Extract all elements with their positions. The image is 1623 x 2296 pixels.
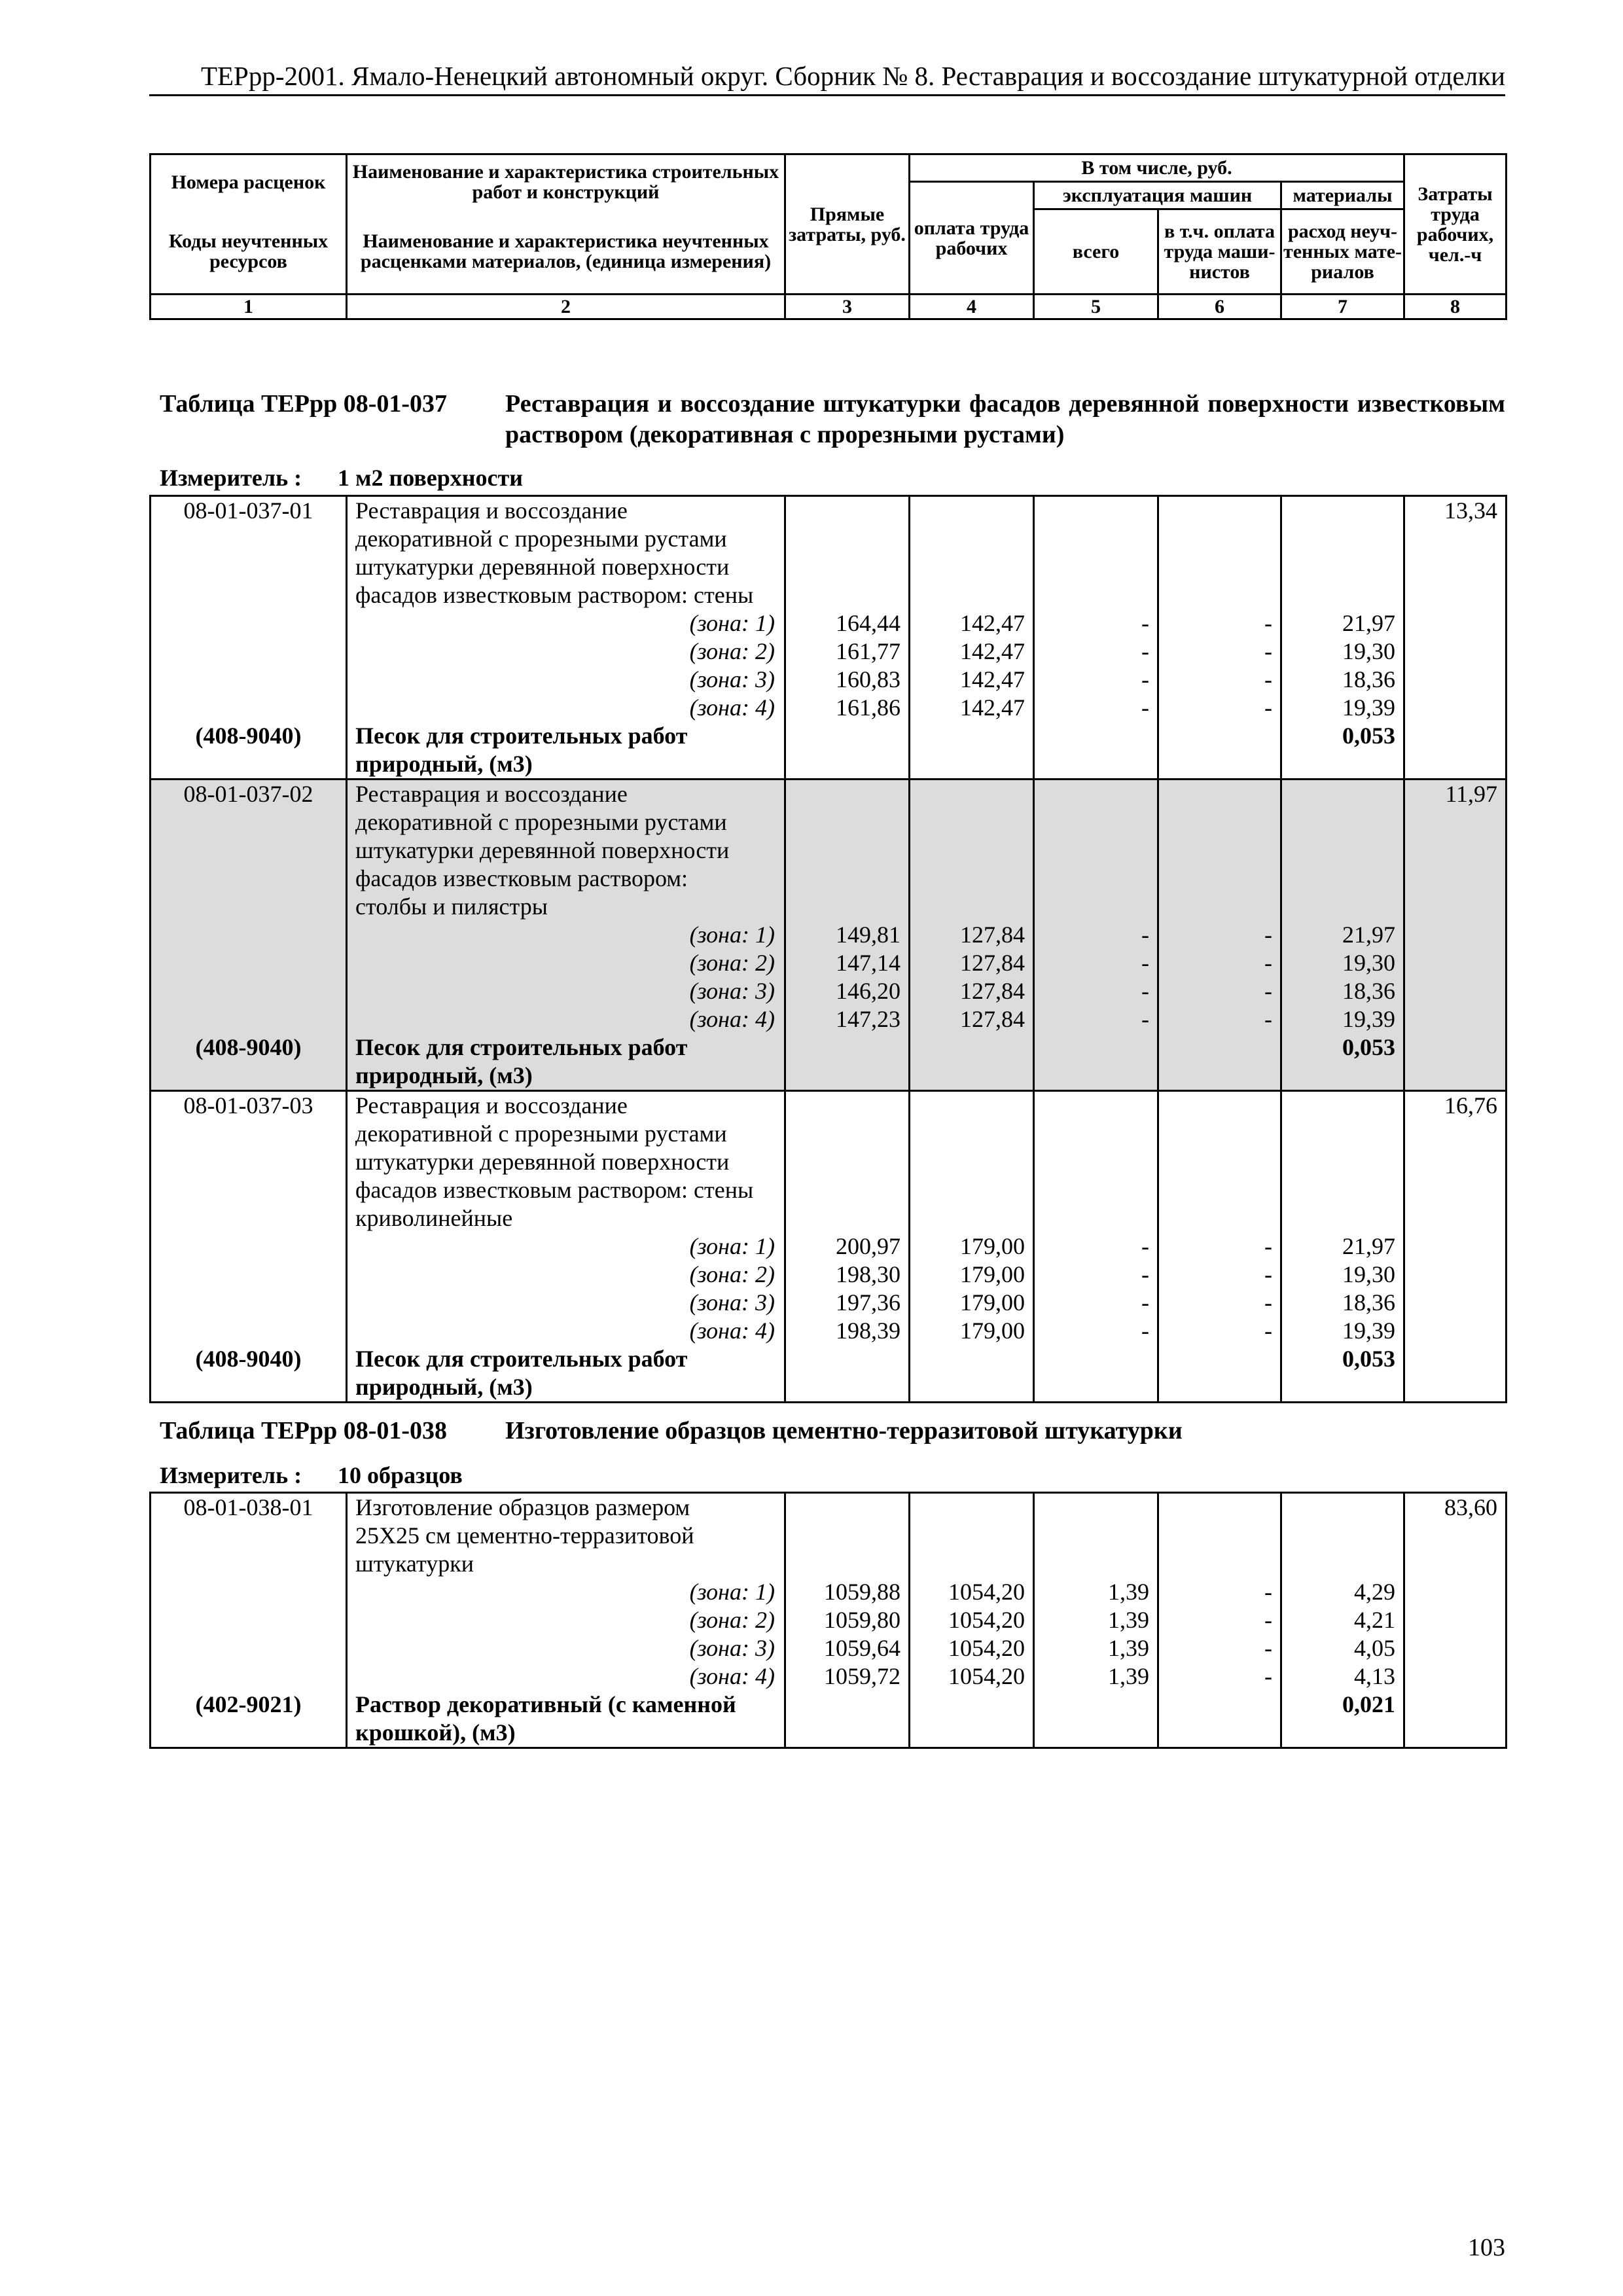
empty-cell <box>1404 666 1507 694</box>
header-including: В том числе, руб. <box>910 154 1404 182</box>
zone-label: (зона: 4) <box>347 1317 785 1345</box>
empty-cell <box>910 1691 1034 1748</box>
materials-cost: 21,97 <box>1281 609 1404 637</box>
machine-total: - <box>1034 977 1158 1005</box>
machinist-pay: - <box>1158 637 1281 666</box>
empty-cell <box>151 1261 347 1289</box>
zone-label: (зона: 3) <box>347 666 785 694</box>
direct-costs: 160,83 <box>785 666 910 694</box>
header-materials: материалы <box>1281 182 1404 209</box>
rate-code: 08-01-037-02 <box>151 780 347 922</box>
empty-cell <box>785 1691 910 1748</box>
rate-row <box>151 496 1507 610</box>
zone-label: (зона: 3) <box>347 977 785 1005</box>
machine-total: - <box>1034 694 1158 722</box>
rate-code: 08-01-037-03 <box>151 1091 347 1233</box>
empty-cell <box>151 977 347 1005</box>
empty-cell <box>910 1033 1034 1091</box>
resource-row <box>151 1691 1507 1748</box>
resource-use: 0,053 <box>1281 1345 1404 1403</box>
empty-cell <box>1034 1493 1158 1579</box>
empty-cell <box>1404 1345 1507 1403</box>
description-line: фасадов известковым раствором: стены <box>355 1177 754 1203</box>
description-line: столбы и пилястры <box>355 893 548 920</box>
machinist-pay: - <box>1158 1606 1281 1634</box>
materials-cost: 18,36 <box>1281 977 1404 1005</box>
resource-name-line: Песок для строительных работ <box>355 1346 688 1372</box>
labor-pay: 142,47 <box>910 666 1034 694</box>
zone-row <box>151 977 1507 1005</box>
direct-costs: 147,23 <box>785 1005 910 1033</box>
empty-cell <box>1404 609 1507 637</box>
labor-pay: 142,47 <box>910 637 1034 666</box>
labor-hours: 16,76 <box>1404 1091 1507 1233</box>
description-line: декоративной с прорезными рустами <box>355 526 727 552</box>
empty-cell <box>785 722 910 780</box>
empty-cell <box>1404 1232 1507 1261</box>
table-037-meter-value: 1 м2 поверхности <box>338 465 523 491</box>
direct-costs: 200,97 <box>785 1232 910 1261</box>
materials-cost: 21,97 <box>1281 1232 1404 1261</box>
resource-name-line: Песок для строительных работ <box>355 1034 688 1060</box>
machinist-pay: - <box>1158 1578 1281 1606</box>
zone-row <box>151 921 1507 949</box>
empty-cell <box>1281 1091 1404 1233</box>
description-line: фасадов известковым раствором: стены <box>355 582 754 608</box>
empty-cell <box>785 1345 910 1403</box>
col-number-5: 5 <box>1034 295 1158 319</box>
description-line: криволинейные <box>355 1205 513 1231</box>
empty-cell <box>1158 1033 1281 1091</box>
empty-cell <box>151 637 347 666</box>
direct-costs: 1059,88 <box>785 1578 910 1606</box>
direct-costs: 198,30 <box>785 1261 910 1289</box>
labor-pay: 142,47 <box>910 609 1034 637</box>
materials-cost: 19,30 <box>1281 1261 1404 1289</box>
header-resource-codes: Коды неучтенных ресурсов <box>151 209 347 295</box>
labor-pay: 179,00 <box>910 1232 1034 1261</box>
machine-total: - <box>1034 949 1158 977</box>
resource-name <box>347 722 785 780</box>
resource-name-line: природный, (м3) <box>355 1374 533 1400</box>
zone-row <box>151 1289 1507 1317</box>
rate-code: 08-01-038-01 <box>151 1493 347 1579</box>
materials-cost: 21,97 <box>1281 921 1404 949</box>
zone-label: (зона: 3) <box>347 1634 785 1662</box>
zone-label: (зона: 3) <box>347 1289 785 1317</box>
resource-name-line: Раствор декоративный (с каменной <box>355 1691 736 1717</box>
zone-row <box>151 609 1507 637</box>
machine-total: - <box>1034 666 1158 694</box>
materials-cost: 4,05 <box>1281 1634 1404 1662</box>
empty-cell <box>1404 1578 1507 1606</box>
empty-cell <box>151 1578 347 1606</box>
empty-cell <box>785 496 910 610</box>
direct-costs: 1059,72 <box>785 1662 910 1691</box>
description-line: Изготовление образцов размером <box>355 1494 690 1520</box>
labor-pay: 179,00 <box>910 1261 1034 1289</box>
direct-costs: 161,77 <box>785 637 910 666</box>
materials-cost: 19,39 <box>1281 694 1404 722</box>
zone-label: (зона: 2) <box>347 1261 785 1289</box>
materials-cost: 4,29 <box>1281 1578 1404 1606</box>
rate-row <box>151 1091 1507 1233</box>
empty-cell <box>910 1345 1034 1403</box>
zone-label: (зона: 2) <box>347 637 785 666</box>
labor-pay: 1054,20 <box>910 1634 1034 1662</box>
empty-cell <box>1281 496 1404 610</box>
machinist-pay: - <box>1158 1662 1281 1691</box>
header-machinist-pay: в т.ч. оплата труда маши-нистов <box>1158 209 1281 295</box>
table-038-title: Изготовление образцов цементно-терразитовой штукатурки <box>505 1417 1183 1444</box>
empty-cell <box>785 1091 910 1233</box>
labor-hours: 83,60 <box>1404 1493 1507 1579</box>
zone-row <box>151 1662 1507 1691</box>
description-line: Реставрация и воссоздание <box>355 1092 628 1119</box>
machine-total: - <box>1034 1261 1158 1289</box>
empty-cell <box>1034 1691 1158 1748</box>
labor-pay: 179,00 <box>910 1289 1034 1317</box>
header-direct-costs: Прямые затраты, руб. <box>785 154 910 295</box>
empty-cell <box>1034 1033 1158 1091</box>
description-line: Реставрация и воссоздание <box>355 497 628 524</box>
direct-costs: 146,20 <box>785 977 910 1005</box>
empty-cell <box>151 949 347 977</box>
direct-costs: 1059,64 <box>785 1634 910 1662</box>
empty-cell <box>1404 1005 1507 1033</box>
description-line: штукатурки <box>355 1551 474 1577</box>
col-number-4: 4 <box>910 295 1034 319</box>
table-038-caption <box>160 1416 1505 1446</box>
header-rate-numbers: Номера расценок <box>151 154 347 209</box>
direct-costs: 164,44 <box>785 609 910 637</box>
empty-cell <box>1158 1091 1281 1233</box>
machine-total: - <box>1034 921 1158 949</box>
zone-row <box>151 949 1507 977</box>
header-labor-costs: Затраты труда рабочих, чел.-ч <box>1404 154 1507 295</box>
machinist-pay: - <box>1158 1232 1281 1261</box>
resource-row <box>151 722 1507 780</box>
rate-description <box>347 496 785 610</box>
direct-costs: 198,39 <box>785 1317 910 1345</box>
empty-cell <box>1404 1261 1507 1289</box>
empty-cell <box>1158 1345 1281 1403</box>
col-number-8: 8 <box>1404 295 1507 319</box>
labor-pay: 127,84 <box>910 949 1034 977</box>
machine-total: - <box>1034 609 1158 637</box>
empty-cell <box>151 1317 347 1345</box>
empty-cell <box>1281 780 1404 922</box>
zone-row <box>151 1317 1507 1345</box>
resource-code: (402-9021) <box>151 1691 347 1748</box>
machinist-pay: - <box>1158 666 1281 694</box>
empty-cell <box>1158 1493 1281 1579</box>
zone-label: (зона: 2) <box>347 949 785 977</box>
machinist-pay: - <box>1158 1634 1281 1662</box>
machine-total: - <box>1034 637 1158 666</box>
machine-total: - <box>1034 1005 1158 1033</box>
machinist-pay: - <box>1158 1005 1281 1033</box>
empty-cell <box>151 666 347 694</box>
resource-name-line: крошкой), (м3) <box>355 1719 516 1746</box>
empty-cell <box>151 921 347 949</box>
zone-row <box>151 666 1507 694</box>
empty-cell <box>1404 637 1507 666</box>
empty-cell <box>151 694 347 722</box>
empty-cell <box>1404 1606 1507 1634</box>
labor-pay: 1054,20 <box>910 1606 1034 1634</box>
rate-code: 08-01-037-01 <box>151 496 347 610</box>
table-038 <box>149 1492 1507 1749</box>
empty-cell <box>1404 1317 1507 1345</box>
empty-cell <box>151 1232 347 1261</box>
empty-cell <box>1158 780 1281 922</box>
empty-cell <box>1404 921 1507 949</box>
empty-cell <box>785 1493 910 1579</box>
page-number: 103 <box>1468 2234 1505 2261</box>
rate-description <box>347 1091 785 1233</box>
zone-label: (зона: 1) <box>347 1232 785 1261</box>
description-line: фасадов известковым раствором: <box>355 865 688 891</box>
direct-costs: 197,36 <box>785 1289 910 1317</box>
table-038-meter-value: 10 образцов <box>338 1462 463 1488</box>
header-materials-name: Наименование и характеристика неучтенных расценками материалов, (единица измерения) <box>347 209 785 295</box>
empty-cell <box>1158 1691 1281 1748</box>
machinist-pay: - <box>1158 1289 1281 1317</box>
empty-cell <box>151 1005 347 1033</box>
zone-row <box>151 1261 1507 1289</box>
empty-cell <box>785 780 910 922</box>
labor-pay: 1054,20 <box>910 1662 1034 1691</box>
empty-cell <box>1158 722 1281 780</box>
machinist-pay: - <box>1158 1317 1281 1345</box>
labor-pay: 142,47 <box>910 694 1034 722</box>
labor-pay: 1054,20 <box>910 1578 1034 1606</box>
labor-pay: 127,84 <box>910 921 1034 949</box>
table-038-meter <box>160 1461 463 1490</box>
description-line: Реставрация и воссоздание <box>355 781 628 807</box>
machine-total: - <box>1034 1289 1158 1317</box>
resource-code: (408-9040) <box>151 1033 347 1091</box>
labor-hours: 11,97 <box>1404 780 1507 922</box>
zone-label: (зона: 1) <box>347 1578 785 1606</box>
table-037 <box>149 495 1507 1403</box>
header-work-name: Наименование и характеристика строительных работ и конструкций <box>347 154 785 209</box>
rate-row <box>151 780 1507 922</box>
table-037-number: Таблица ТЕРрр 08-01-037 <box>160 390 448 418</box>
resource-use: 0,053 <box>1281 722 1404 780</box>
header-total: всего <box>1034 209 1158 295</box>
direct-costs: 1059,80 <box>785 1606 910 1634</box>
description-line: штукатурки деревянной поверхности <box>355 837 730 863</box>
empty-cell <box>1404 694 1507 722</box>
materials-cost: 19,30 <box>1281 949 1404 977</box>
resource-row <box>151 1345 1507 1403</box>
empty-cell <box>1404 1289 1507 1317</box>
machine-total: 1,39 <box>1034 1634 1158 1662</box>
col-number-3: 3 <box>785 295 910 319</box>
machine-total: 1,39 <box>1034 1578 1158 1606</box>
rate-row <box>151 1493 1507 1579</box>
resource-code: (408-9040) <box>151 1345 347 1403</box>
zone-row <box>151 1606 1507 1634</box>
machinist-pay: - <box>1158 949 1281 977</box>
empty-cell <box>1034 1091 1158 1233</box>
zone-label: (зона: 1) <box>347 921 785 949</box>
empty-cell <box>910 722 1034 780</box>
zone-label: (зона: 2) <box>347 1606 785 1634</box>
materials-cost: 19,39 <box>1281 1317 1404 1345</box>
empty-cell <box>151 1662 347 1691</box>
empty-cell <box>910 496 1034 610</box>
materials-cost: 4,13 <box>1281 1662 1404 1691</box>
labor-pay: 127,84 <box>910 1005 1034 1033</box>
resource-name <box>347 1345 785 1403</box>
description-line: декоративной с прорезными рустами <box>355 809 727 835</box>
machine-total: - <box>1034 1317 1158 1345</box>
materials-cost: 19,39 <box>1281 1005 1404 1033</box>
col-number-1: 1 <box>151 295 347 319</box>
resource-use: 0,053 <box>1281 1033 1404 1091</box>
col-number-2: 2 <box>347 295 785 319</box>
empty-cell <box>1034 496 1158 610</box>
zone-row <box>151 1578 1507 1606</box>
empty-cell <box>1034 780 1158 922</box>
zone-row <box>151 1634 1507 1662</box>
labor-pay: 179,00 <box>910 1317 1034 1345</box>
description-line: штукатурки деревянной поверхности <box>355 1149 730 1175</box>
empty-cell <box>1404 1662 1507 1691</box>
zone-row <box>151 694 1507 722</box>
description-line: 25Х25 см цементно-терразитовой <box>355 1522 694 1549</box>
empty-cell <box>1034 722 1158 780</box>
labor-pay: 127,84 <box>910 977 1034 1005</box>
materials-cost: 19,30 <box>1281 637 1404 666</box>
empty-cell <box>910 1493 1034 1579</box>
empty-cell <box>910 780 1034 922</box>
materials-cost: 4,21 <box>1281 1606 1404 1634</box>
empty-cell <box>910 1091 1034 1233</box>
col-number-6: 6 <box>1158 295 1281 319</box>
rate-description <box>347 1493 785 1579</box>
empty-cell <box>1404 977 1507 1005</box>
table-038-number: Таблица ТЕРрр 08-01-038 <box>160 1417 448 1444</box>
empty-cell <box>1034 1345 1158 1403</box>
empty-cell <box>1404 1634 1507 1662</box>
col-number-7: 7 <box>1281 295 1404 319</box>
table-037-meter <box>160 463 523 492</box>
empty-cell <box>1404 1033 1507 1091</box>
zone-label: (зона: 4) <box>347 1005 785 1033</box>
table-038-meter-label: Измеритель : <box>160 1462 302 1488</box>
header-labor-pay: оплата труда рабочих <box>910 182 1034 295</box>
resource-use: 0,021 <box>1281 1691 1404 1748</box>
zone-row <box>151 637 1507 666</box>
empty-cell <box>1158 496 1281 610</box>
resource-code: (408-9040) <box>151 722 347 780</box>
direct-costs: 149,81 <box>785 921 910 949</box>
labor-hours: 13,34 <box>1404 496 1507 610</box>
empty-cell <box>151 1634 347 1662</box>
resource-name <box>347 1033 785 1091</box>
direct-costs: 147,14 <box>785 949 910 977</box>
machinist-pay: - <box>1158 977 1281 1005</box>
description-line: штукатурки деревянной поверхности <box>355 554 730 580</box>
machine-total: 1,39 <box>1034 1662 1158 1691</box>
empty-cell <box>151 609 347 637</box>
table-037-title: Реставрация и воссоздание штукатурки фасадов деревянной поверхности известковым раствором (декоративная с прорезными рустами) <box>505 390 1505 448</box>
machine-total: - <box>1034 1232 1158 1261</box>
empty-cell <box>1404 949 1507 977</box>
machinist-pay: - <box>1158 609 1281 637</box>
zone-row <box>151 1005 1507 1033</box>
machinist-pay: - <box>1158 1261 1281 1289</box>
machinist-pay: - <box>1158 694 1281 722</box>
empty-cell <box>1281 1493 1404 1579</box>
resource-name-line: природный, (м3) <box>355 751 533 777</box>
direct-costs: 161,86 <box>785 694 910 722</box>
resource-name-line: природный, (м3) <box>355 1062 533 1088</box>
empty-cell <box>151 1606 347 1634</box>
description-line: декоративной с прорезными рустами <box>355 1121 727 1147</box>
rate-description <box>347 780 785 922</box>
empty-cell <box>785 1033 910 1091</box>
materials-cost: 18,36 <box>1281 666 1404 694</box>
column-header-table <box>149 153 1507 320</box>
zone-row <box>151 1232 1507 1261</box>
table-037-meter-label: Измеритель : <box>160 465 302 491</box>
zone-label: (зона: 4) <box>347 1662 785 1691</box>
resource-name-line: Песок для строительных работ <box>355 723 688 749</box>
header-unaccounted-materials: расход неуч-тенных мате-риалов <box>1281 209 1404 295</box>
machinist-pay: - <box>1158 921 1281 949</box>
zone-label: (зона: 1) <box>347 609 785 637</box>
running-header: ТЕРрр-2001. Ямало-Ненецкий автономный округ. Сборник № 8. Реставрация и воссоздание штукатурной отделки <box>149 59 1505 96</box>
empty-cell <box>1404 722 1507 780</box>
empty-cell <box>1404 1691 1507 1748</box>
machine-total: 1,39 <box>1034 1606 1158 1634</box>
materials-cost: 18,36 <box>1281 1289 1404 1317</box>
empty-cell <box>151 1289 347 1317</box>
resource-row <box>151 1033 1507 1091</box>
zone-label: (зона: 4) <box>347 694 785 722</box>
header-machine-operation: эксплуатация машин <box>1034 182 1281 209</box>
resource-name <box>347 1691 785 1748</box>
table-037-caption <box>160 389 1505 450</box>
